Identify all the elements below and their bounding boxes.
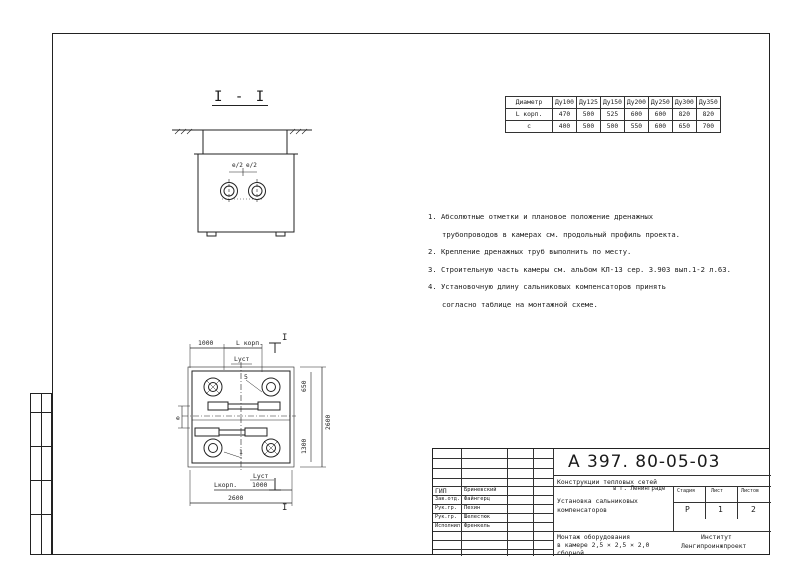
table-row [506,109,721,121]
drawing-title-3: сборной [557,549,584,557]
note-line: согласно таблице на монтажной схеме. [442,299,598,309]
role-1: ГИП [435,487,447,495]
dim-bottom-right: 1000 [252,481,268,489]
section-dim-b: е/2 [246,162,257,169]
position-5: 5 [244,373,248,381]
sheet-title-2: компенсаторов [557,506,608,514]
dim-lust-bottom: Lуст [253,472,269,480]
table-header: Ду350 [696,97,720,109]
general-notes [428,208,768,314]
note-line: 2. Крепление дренажных труб выполнить по месту. [428,247,632,257]
section-title: I - I [214,89,267,105]
role-3: Рук.гр. [435,505,457,511]
sheets-total: 2 [751,505,756,514]
table-cell: 550 [624,121,648,133]
table-header: Ду100 [553,97,577,109]
drawing-title-2: в камере 2,5 × 2,5 × 2,0 [557,541,650,549]
table-header: Ду250 [648,97,672,109]
dim-right-inner1: 650 [300,380,308,392]
note-line: трубопроводов в камерах см. продольный профиль проекта. [442,229,680,239]
dim-right-inner2: 1300 [300,438,308,454]
table-cell: 470 [553,109,577,121]
organization-2: Ленгипроинжпроект [681,542,747,550]
table-header: Ду200 [624,97,648,109]
section-view [172,129,312,236]
dim-lkorp-bottom: Lкорп. [214,481,238,489]
role-2: Зав.отд. [435,496,460,502]
name-4: Шелестюк [464,514,490,520]
table-cell: 650 [672,121,696,133]
drawing-title: Монтаж оборудования [557,533,631,541]
section-dim-a: е/2 [232,162,243,169]
dim-top-left: 1000 [198,339,214,347]
table-cell: L корп. [506,109,553,121]
note-line: 1. Абсолютные отметки и плановое положение дренажных [428,212,654,221]
table-cell: 600 [648,109,672,121]
role-5: Исполнил [435,523,460,529]
table-cell: 700 [696,121,720,133]
table-cell: 820 [696,109,720,121]
dim-left: е [176,414,180,422]
stage-value: Р [685,505,690,514]
note-line: 4. Установочную длину сальниковых компенсаторов принять [428,282,666,292]
dim-lkorp-top: L корп. [236,339,263,347]
dim-overall-bottom: 2600 [228,494,244,502]
table-cell: 600 [648,121,672,133]
table-header: Диаметр [506,97,553,109]
project-title: Конструкции тепловых сетей [557,478,658,486]
name-5: Френкель [464,523,490,529]
sheets-label: Листов [741,488,760,494]
position-1: 1 [239,448,243,456]
diameter-table [505,96,721,133]
table-header-row [506,97,721,109]
table-row [506,121,721,133]
table-header: Ду150 [600,97,624,109]
name-3: Пехин [464,505,481,511]
cut-mark-top: I [282,333,288,343]
project-title-2: в г. Ленинграде [613,486,666,492]
table-cell: 500 [576,121,600,133]
name-2: Файнгерц [464,496,490,502]
dim-lust-top: Lуст [234,355,250,363]
table-cell: 400 [553,121,577,133]
table-cell: 500 [600,121,624,133]
table-cell: 500 [576,109,600,121]
table-header: Ду125 [576,97,600,109]
stage-label: Стадия [677,488,696,494]
sheet-title: Установка сальниковых [557,497,638,505]
table-cell: 820 [672,109,696,121]
cut-mark-bottom: I [282,503,288,513]
organization: Институт [701,533,732,541]
table-cell: 525 [600,109,624,121]
role-4: Рук.гр. [435,514,457,520]
table-cell: 600 [624,109,648,121]
table-header: Ду300 [672,97,696,109]
note-line: 3. Строительную часть камеры см. альбом КЛ-13 сер. 3.903 вып.1-2 л.63. [428,264,731,274]
name-1: Бриневский [464,487,497,493]
dim-right-outer: 2600 [324,414,332,430]
table-cell: с [506,121,553,133]
sheet-label: Лист [711,488,724,494]
document-code: А 397. 80-05-03 [568,452,721,472]
sheet-number: 1 [718,505,723,514]
